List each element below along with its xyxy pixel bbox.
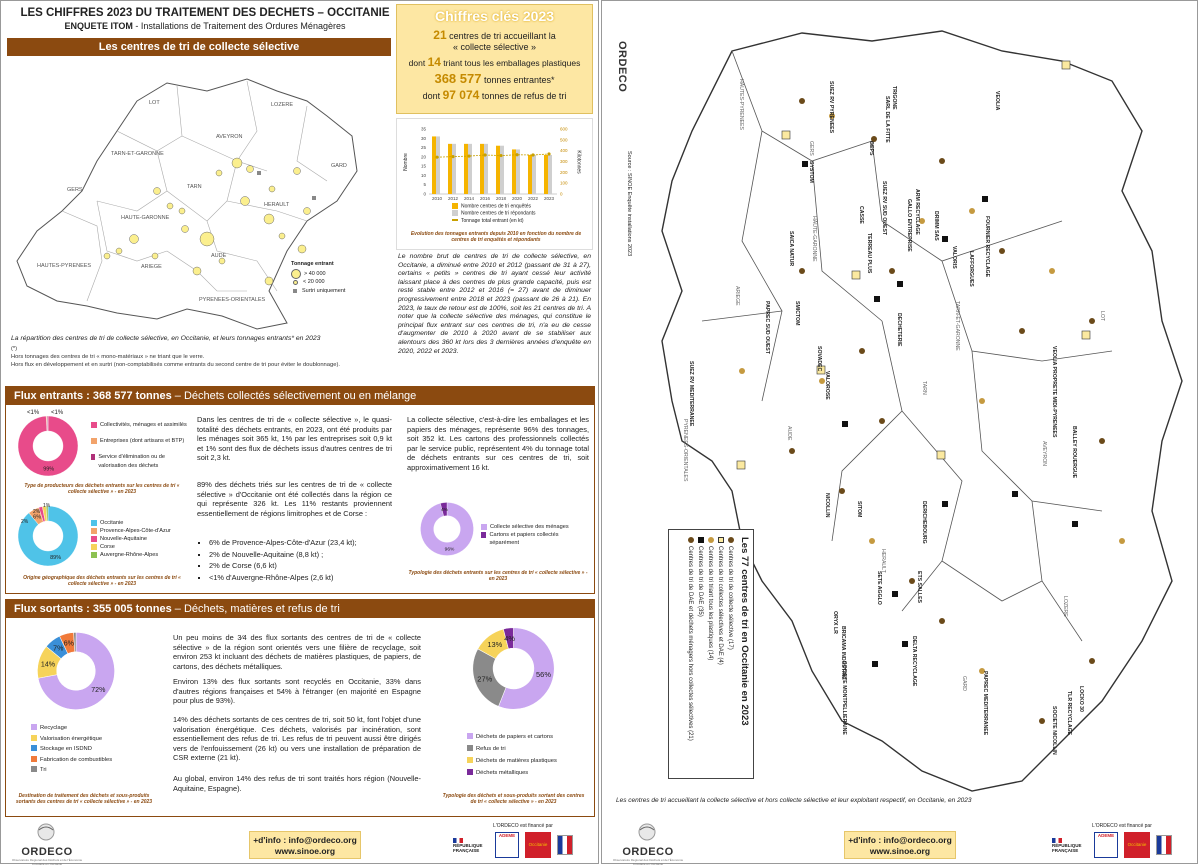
ordeco-vertical-text: ORDECO	[616, 41, 628, 93]
flux-entrants-p2: 89% des déchets triés sur les centres de tri de « collecte sélective » d'Occitanie ont été collectés dans la région ce qui représente 326 kt. Les 11% restants proviennent essentiellement de régions limitrophes et de Corse :	[197, 480, 392, 518]
dept-pyrenees-orientales: PYRENEES-ORIENTALES	[682, 419, 688, 482]
evo-bar-enquetes-5	[512, 149, 516, 194]
flux-entrants-p1: Dans les centres de tri de « collecte sélective », le quasi-totalité des déchets entrants, en 2023, ont été produits par les ménages soit 365 kt, 1% par les entreprises soit 0,9 kt et 1% sont des flux de déchets issus d'autres centres de tri soit 2,3 kt.	[197, 415, 392, 463]
op-nicollin: NICOLLIN	[824, 493, 830, 518]
evo-xtick-5: 2020	[511, 196, 523, 201]
donut4-legend-1: Recyclage	[40, 725, 68, 731]
source-vertical	[626, 151, 632, 256]
donut-typology-out	[466, 621, 561, 716]
map-label-tarn-et-garonne: TARN-ET-GARONNE	[111, 151, 164, 157]
evo-bar-repondants-7	[548, 155, 552, 194]
ordeco-logo-text: ORDECO	[21, 846, 73, 858]
legend-77-title: Les 77 centres de tri en Occitanie en 2023	[739, 537, 750, 726]
key-figures-box	[396, 4, 593, 114]
footer-email-link[interactable]: info@ordeco.org	[288, 835, 357, 845]
op-paprec-med: PAPREC MEDITERRANEE	[982, 671, 988, 736]
flux-sortants-header	[6, 600, 594, 618]
bullet-4: ▪ <1% d'Auvergne-Rhône-Alpes (2,6 kt)	[209, 573, 394, 583]
dept-haute-garonne: HAUTE-GARONNE	[811, 216, 817, 262]
dept-hautes-pyrenees: HAUTES-PYRENEES	[738, 79, 744, 131]
evo-point-5	[515, 153, 518, 156]
dept-lot: LOT	[1099, 311, 1105, 322]
donut-typology-in	[416, 498, 478, 560]
ademe-text: ADEME	[498, 833, 516, 838]
key-figure-1	[397, 28, 592, 42]
key-figure-2	[397, 55, 592, 69]
donut1-legend-3: Service d'élimination ou de valorisation des déchets	[98, 454, 166, 469]
evo-ylabel-right: Kilotonnes	[575, 150, 582, 174]
evo-ylabel-left: Nombre	[402, 153, 409, 171]
rf-line1-right: RÉPUBLIQUE	[1052, 842, 1082, 848]
evo-bar-enquetes-6	[528, 155, 532, 194]
evo-ytick-left-1: 5	[423, 182, 426, 188]
key-figure-1b: « collecte sélective »	[452, 42, 537, 52]
intro-text: Le nombre brut de centres de tri de collecte sélective, en Occitanie, a diminué entre 2010 et 2012 (passant de 31 à 27), certains « petits » centres de tri ayant cessé leur activité laissant place à des centres de plus grande capacité, puis est resté stable entre 2012 et 2016 (= 27) avant de diminuer progressivement entre 2018 et 2023 (passant de 26 à 21). En 2023, le taux de retour est de 100%, soit les 21 centres de tri. A noter que la collecte sélective des ménages, qui constitue le principal flux entrant sur ces centres de tri, n'a eu de cesse d'augmenter de 2010 à 2020 avant de se stabiliser aux alentours des 360 kt lors des 3 dernières années d'enquête en 2020, 2022 et 2023.	[398, 253, 591, 355]
evo-point-7	[547, 152, 550, 155]
page-subtitle	[15, 21, 395, 31]
ordeco-logo-subtext: Observatoire Régional des Déchets et de l'Économie Circulaire en Occitanie	[11, 858, 83, 866]
op-tlr: TLR RECYCLAGE	[1066, 691, 1072, 736]
donut5-label-2: 13%	[487, 640, 503, 650]
evo-ytick-right-6: 600	[560, 126, 568, 132]
op-veolia-midi: VEOLIA PROPRETE MIDI-PYRENEES	[1051, 346, 1057, 438]
op-veolia: VEOLIA	[994, 91, 1000, 111]
evo-xtick-4: 2018	[495, 196, 507, 201]
donut5-legend-2: Refus de tri	[476, 746, 506, 752]
rf-line2: FRANÇAISE	[453, 847, 480, 853]
rf-small-logo	[557, 835, 573, 855]
legend-77-item-4: Centres de tri de DAE (35)	[697, 546, 703, 617]
op-geps: GEPS	[868, 141, 874, 156]
evo-legend-2: Nombre centres de tri répondants	[461, 210, 536, 217]
legend-77-item-2: Centres de tri collectes sélectives et DAE (4)	[717, 546, 723, 665]
dept-ariege: ARIEGE	[734, 286, 740, 306]
donut2-outer-label-2: 1%	[43, 503, 51, 509]
flux-entrants-header	[6, 387, 594, 405]
note-2: Hors flux en développement et en surtri (non-comptabilisés comme entrants du second centre de tri pour éviter le doublonnage).	[11, 362, 340, 368]
op-casse: CASSE	[858, 206, 864, 224]
evo-ytick-right-0: 0	[560, 191, 563, 197]
footer-info-left	[249, 831, 361, 859]
op-delta: DELTA RECYCLAGE	[911, 636, 917, 687]
donut2-legend-3: Nouvelle-Aquitaine	[100, 536, 147, 542]
ordeco-logo-icon	[33, 821, 59, 841]
evo-point-3	[483, 153, 486, 156]
occitanie-logo	[525, 832, 551, 858]
donut5-caption: Typologie des déchets et sous-produits sortant des centres de tri « collecte sélective » - en 2023	[442, 793, 585, 805]
occitanie-text-right: Occitanie	[1127, 842, 1147, 847]
footer-email-link-right[interactable]: info@ordeco.org	[883, 835, 952, 845]
evo-ytick-right-4: 400	[560, 148, 568, 154]
donut1-label-a: <1%	[27, 410, 40, 416]
kf-number-1: 21	[433, 28, 447, 42]
key-figure-3	[397, 71, 592, 86]
evo-point-1	[451, 155, 454, 158]
evo-ytick-left-4: 20	[420, 154, 426, 160]
evo-xtick-1: 2012	[447, 196, 459, 201]
funder-logos-left	[453, 830, 593, 860]
evo-bar-enquetes-4	[496, 146, 500, 194]
map-legend-big: > 40 000	[304, 271, 326, 277]
donut-destination	[31, 626, 121, 716]
donut4-legend-4: Fabrication de combustibles	[40, 756, 113, 763]
ordeco-logo-text-right: ORDECO	[622, 846, 674, 858]
evo-legend	[452, 203, 535, 225]
evo-bar-enquetes-0	[432, 136, 436, 194]
dept-gard: GARD	[961, 676, 967, 691]
financed-by-right: L'ORDECO est financé par	[1092, 823, 1152, 829]
map-label-gers: GERS	[67, 187, 83, 193]
evolution-chart-frame	[396, 118, 593, 250]
op-fournier: FOURNIER RECYCLAGE	[984, 216, 990, 278]
funder-logos-right	[1052, 830, 1192, 860]
donut5-label-0: 56%	[536, 669, 551, 679]
flux-sortants-p2: Environ 13% des flux sortants sont recyclés en Occitanie, 33% dans d'autres régions françaises et 54% à l'étranger (en majorité en Espagne pour plus de 93%).	[173, 677, 421, 706]
right-caption: Les centres de tri accueillant la collecte sélective et hors collecte sélective et leur exploitant respectif, en Occitanie, en 2023	[616, 797, 972, 804]
op-drimm: DRIMM SAS	[933, 211, 939, 241]
evo-xtick-6: 2022	[527, 196, 539, 201]
donut5-label-3: 4%	[504, 633, 516, 643]
evo-caption: Evolution des tonnages entrants depuis 2010 en fonction du nombre de centres de tri enquêtés et répondants	[410, 231, 582, 243]
section-centres-header	[7, 38, 391, 56]
map-label-hautes-pyrenees: HAUTES-PYRENEES	[37, 263, 92, 269]
op-valorose: VALOROSE	[824, 371, 830, 400]
legend-77-item-5: Centres de tri de DAE et déchets ménagers hors collectes sélectives (21)	[687, 546, 693, 741]
kf-number-2: 14	[427, 55, 441, 69]
donut4-label-1: 14%	[40, 661, 56, 669]
op-decheterie: DECHETERIE	[896, 313, 902, 347]
donut2-outer-label-1: 2%	[33, 509, 41, 515]
donut2-legend-4: Corse	[100, 544, 115, 550]
donut2-legend-1: Occitanie	[100, 520, 124, 526]
evo-xtick-3: 2016	[479, 196, 491, 201]
donut5-legend-4: Déchets métalliques	[476, 770, 529, 776]
evo-point-4	[499, 154, 502, 157]
op-suez-sud-ouest: SUEZ RV SUD OUEST	[881, 181, 887, 236]
op-oryx: ORYX LR	[832, 611, 838, 634]
evo-point-2	[467, 154, 470, 157]
flux-sortants-p4: Au global, environ 14% des refus de tri sont traités hors région (Nouvelle-Aquitaine, Espagne).	[173, 774, 421, 793]
evo-ytick-right-5: 500	[560, 137, 568, 143]
op-balley: BALLEY ROUERGUE	[1071, 426, 1077, 479]
evo-bar-repondants-3	[484, 144, 488, 194]
flux-sortants-title: Flux sortants : 355 005 tonnes	[14, 603, 172, 615]
occitanie-logo-right	[1124, 832, 1150, 858]
evo-point-0	[435, 156, 438, 159]
rf-small-logo-right	[1156, 835, 1172, 855]
map-label-tarn: TARN	[187, 184, 202, 190]
flux-entrants-p3: La collecte sélective, c'est-à-dire les emballages et les papiers des ménages, représente 96% des tonnages, soit 352 kt. Les cartons des professionnels collectés par le service public, représentent 4% du tonnage total de déchets entrants sur ces centres de tri, soit approximativement 16 kt.	[407, 415, 589, 472]
evo-bar-enquetes-7	[544, 155, 548, 194]
footer-info-prefix-right: +d'info :	[848, 835, 884, 845]
donut3-label-0: 96%	[444, 547, 455, 553]
occitanie-text: Occitanie	[528, 842, 548, 847]
donut4-legend-5: Tri	[40, 767, 47, 773]
kf-text-3: tonnes entrantes*	[481, 75, 555, 85]
map-label-lozere: LOZERE	[271, 102, 294, 108]
kf-text-1a: centres de tri accueillant la	[446, 31, 556, 41]
op-valoris: VALORIS	[951, 246, 957, 269]
legend-77-item-3: Centres de tri triant tous les plastiques (14)	[707, 546, 713, 661]
footer-info-right	[844, 831, 956, 859]
ademe-text-right: ADEME	[1097, 833, 1115, 838]
kf-text-4a: dont	[422, 91, 443, 101]
dept-tarn: TARN	[921, 381, 927, 395]
evo-bar-enquetes-2	[464, 144, 468, 194]
op-terreau-plus: TERREAU PLUS	[866, 233, 872, 274]
dept-herault: HERAULT	[880, 549, 886, 573]
donut3-legend-2: Cartons et papiers collectés séparément	[489, 532, 559, 546]
op-arm-recyclage: ARM RECYCLAGE	[914, 189, 920, 235]
op-systom: SYSTOM	[808, 161, 814, 183]
evo-ytick-left-5: 25	[420, 145, 426, 151]
donut2-legend-2: Provence-Alpes-Côte-d'Azur	[100, 528, 171, 534]
map-legend-title: Tonnage entrant	[291, 261, 334, 267]
op-derichebourg: DERICHEBOURG	[921, 501, 927, 544]
op-paprec-sud-ouest: PAPREC SUD OUEST	[764, 301, 770, 354]
donut3-caption: Typologie des déchets entrants sur les centres de tri « collecte sélective » - en 2023	[408, 570, 588, 582]
donut1-label-0: 99%	[43, 466, 55, 473]
rf-logo	[453, 838, 489, 853]
evo-point-6	[531, 153, 534, 156]
dept-aveyron: AVEYRON	[1041, 441, 1047, 466]
op-sovadec: SOVADEC	[816, 346, 822, 372]
flux-entrants-title: Flux entrants : 368 577 tonnes	[14, 390, 172, 402]
map-label-pyrenees-orientales: PYRENEES-ORIENTALES	[199, 297, 266, 303]
evo-ytick-right-1: 100	[560, 180, 568, 186]
donut1-caption: Type de producteurs des déchets entrants sur les centres de tri « collecte sélective » - en 2023	[24, 483, 180, 495]
map-notes	[11, 345, 391, 369]
op-locko: LOCKO 30	[1078, 686, 1084, 712]
footer-site-link[interactable]: www.sinoe.org	[274, 846, 336, 856]
bullet-3: ▪ 2% de Corse (6,6 kt)	[209, 561, 394, 571]
op-sarl-fitte: SARL DE LA FITTE	[884, 96, 890, 143]
kf-number-3: 368 577	[434, 71, 482, 86]
map-label-aveyron: AVEYRON	[216, 134, 243, 140]
op-gallo: GALLO ENTREPRISE	[906, 199, 912, 252]
evo-ytick-right-3: 300	[560, 159, 568, 164]
donut1-label-b: <1%	[51, 410, 64, 416]
flux-entrants-title-rest: – Déchets collectés sélectivement ou en mélange	[171, 390, 417, 402]
donut3-label-1: 4%	[440, 508, 449, 513]
section-centres-title: Les centres de tri de collecte sélective	[98, 41, 300, 53]
right-page	[601, 0, 1198, 864]
donut2-label-0: 89%	[50, 555, 62, 562]
ordeco-logo-icon-right	[634, 821, 660, 841]
op-trigone: TRIGONE	[891, 86, 897, 110]
donut5-legend-1: Déchets de papiers et cartons	[476, 734, 554, 740]
key-figures-title: Chiffres clés 2023	[434, 8, 555, 24]
op-sitom: SITOM	[856, 501, 862, 518]
evo-bar-repondants-0	[436, 136, 440, 194]
map-label-ariege: ARIEGE	[141, 264, 162, 270]
donut2-outer-label-0: 2%	[21, 519, 29, 525]
evo-xtick-7: 2023	[543, 196, 555, 201]
evo-bar-repondants-2	[468, 144, 472, 194]
op-bricama: BRICAMA INDUSTRIE	[840, 626, 846, 680]
donut4-legend-3: Stockage en ISDND	[40, 746, 92, 752]
subtitle-bold: ENQUETE ITOM	[64, 21, 133, 31]
dept-lozere: LOZERE	[1062, 596, 1068, 617]
flux-sortants-p1: Un peu moins de 3⁄4 des flux sortants des centres de tri de « collecte sélective » de la région sont orientés vers une filière de recyclage, soit environ 253 kt incluant des déchets de matières plastiques, de papiers, de cartons, des déchets métalliques.	[173, 633, 421, 671]
map-label-gard: GARD	[331, 163, 347, 169]
financed-by-left: L'ORDECO est financé par	[493, 823, 553, 829]
map-label-aude: AUDE	[211, 253, 227, 259]
page-title: LES CHIFFRES 2023 DU TRAITEMENT DES DECHETS – OCCITANIE	[20, 7, 390, 19]
ordeco-logo-left	[7, 821, 87, 866]
evo-xtick-0: 2010	[431, 196, 443, 201]
ordeco-logo-right	[608, 821, 688, 866]
donut5-legend	[467, 731, 557, 779]
op-societe-montpellieraine: SOCIETE MONTPELLIERAINE	[841, 661, 847, 735]
dept-tarn-et-garonne: TARN-ET-GARONNE	[954, 301, 960, 351]
dept-aude: AUDE	[786, 426, 792, 441]
key-figure-4	[397, 88, 592, 102]
map-legend	[291, 261, 361, 294]
evo-ytick-left-6: 30	[420, 135, 426, 141]
donut5-label-1: 27%	[477, 674, 493, 684]
donut4-label-3: 6%	[63, 640, 74, 648]
kf-number-4: 97 074	[442, 88, 480, 102]
op-smictom: SMICTOM	[794, 301, 800, 326]
left-page	[0, 0, 599, 864]
evo-ytick-right-2: 200	[560, 169, 568, 175]
legend-77	[685, 537, 750, 777]
source-text: Source : SINOE Enquête installations 2023	[626, 151, 632, 257]
evo-bar-repondants-4	[500, 146, 504, 194]
evo-bar-repondants-1	[452, 144, 456, 194]
op-societe-nicollin: SOCIETE NICOLLIN	[1051, 706, 1057, 755]
map-label-lot: LOT	[149, 100, 160, 106]
map-legend-small: < 20 000	[303, 279, 325, 285]
donut-geographic	[13, 501, 83, 571]
op-saica: SAICA NATUR	[788, 231, 794, 267]
evo-xtick-2: 2014	[463, 196, 475, 201]
donut-producers	[13, 411, 83, 481]
flux-sortants-title-rest: – Déchets, matières et refus de tri	[171, 603, 340, 615]
bullet-2: ▪ 2% de Nouvelle-Aquitaine (8,8 kt) ;	[209, 550, 394, 560]
ordeco-logo-vertical	[616, 41, 628, 92]
donut3-legend	[481, 523, 581, 547]
evo-ytick-left-7: 35	[420, 126, 426, 132]
kf-text-4b: tonnes de refus de tri	[479, 91, 567, 101]
map-label-herault: HERAULT	[264, 202, 290, 208]
ordeco-logo-subtext-right: Observatoire Régional des Déchets et de l'Économie Circulaire en Occitanie	[612, 858, 684, 866]
footer-info-prefix: +d'info :	[253, 835, 289, 845]
op-lafforgues: LAFFORGUES	[968, 251, 974, 287]
donut5-legend-3: Déchets de matières plastiques	[476, 758, 557, 764]
donut2-legend-5: Auvergne-Rhône-Alpes	[100, 552, 159, 558]
op-suez-pyrenees: SUEZ RV PYRENEES	[828, 81, 834, 134]
flux-entrants-bullets	[209, 538, 394, 582]
evo-legend-1: Nombre centres de tri enquêtés	[461, 203, 532, 210]
evo-bar-repondants-6	[532, 155, 536, 194]
subtitle-rest: - Installations de Traitement des Ordures Ménagères	[132, 21, 346, 31]
ademe-logo	[495, 832, 519, 858]
footer-site-link-right[interactable]: www.sinoe.org	[869, 846, 931, 856]
dept-gers: GERS	[808, 141, 814, 156]
donut2-label-1: 6%	[33, 514, 42, 521]
legend-77-item-1: Centres de tri de collecte sélective (17)	[727, 546, 733, 650]
evo-ytick-left-3: 15	[420, 163, 426, 169]
donut2-legend	[91, 519, 171, 559]
map-legend-surtri: Surtri uniquement	[302, 288, 346, 294]
evo-bar-enquetes-1	[448, 144, 452, 194]
map-label-haute-garonne: HAUTE-GARONNE	[121, 215, 170, 221]
donut1-legend	[91, 421, 191, 471]
note-1: Hors tonnages des centres de tri « mono-matériaux » ne triant que le verre.	[11, 354, 205, 360]
op-ets-salles: ETS SALLES	[916, 571, 922, 603]
kf-text-2a: dont	[408, 58, 428, 68]
donut4-label-2: 7%	[53, 645, 64, 653]
bullet-1: ▪ 6% de Provence-Alpes-Côte-d'Azur (23,4 kt);	[209, 538, 394, 548]
rf-line1: RÉPUBLIQUE	[453, 842, 483, 848]
flux-sortants-p3: 14% des déchets sortants de ces centres de tri, soit 50 kt, font l'objet d'une valorisation énergétique. Ces déchets, valorisés par incinération, sont essentiellement des refus de tri. Les refus de tri peuvent aussi être dirigés vers de l'enfouissement (26 kt) ou vers une installation de préparation de CSR externe (21 kt).	[173, 715, 421, 763]
op-suez-med: SUEZ RV MEDITERRANEE	[688, 361, 694, 427]
evo-ytick-left-0: 0	[423, 191, 426, 197]
note-star: (*)	[11, 346, 18, 352]
donut2-caption: Origine géographique des déchets entrants sur les centres de tri « collecte sélective » - en 2023	[23, 575, 181, 587]
evo-bar-enquetes-3	[480, 144, 484, 194]
op-sete-agglo: SETE AGGLO	[876, 571, 882, 605]
donut4-legend-2: Valorisation énergétique	[40, 735, 103, 742]
kf-text-2b: triant tous les emballages plastiques	[440, 58, 581, 68]
donut4-label-0: 72%	[91, 687, 106, 695]
donut4-caption: Destination de traitement des déchets et sous-produits sortants des centres de tri « collecte sélective » - en 2023	[15, 793, 153, 805]
evo-ytick-left-2: 10	[420, 172, 426, 178]
donut1-legend-1: Collectivités, ménages et assimilés	[100, 422, 187, 428]
donut4-legend	[31, 723, 112, 776]
ademe-logo-right	[1094, 832, 1118, 858]
rf-line2-right: FRANÇAISE	[1052, 847, 1079, 853]
donut3-legend-1: Collecte sélective des ménages	[490, 524, 569, 530]
evo-legend-3: Tonnage total entrant (en kt)	[461, 217, 524, 224]
donut1-legend-2: Entreprises (dont artisans et BTP)	[100, 438, 185, 444]
map-caption: La répartition des centres de tri de collecte sélective, en Occitanie, et leurs tonnages entrants* en 2023	[11, 335, 321, 342]
rf-logo-right	[1052, 838, 1088, 853]
